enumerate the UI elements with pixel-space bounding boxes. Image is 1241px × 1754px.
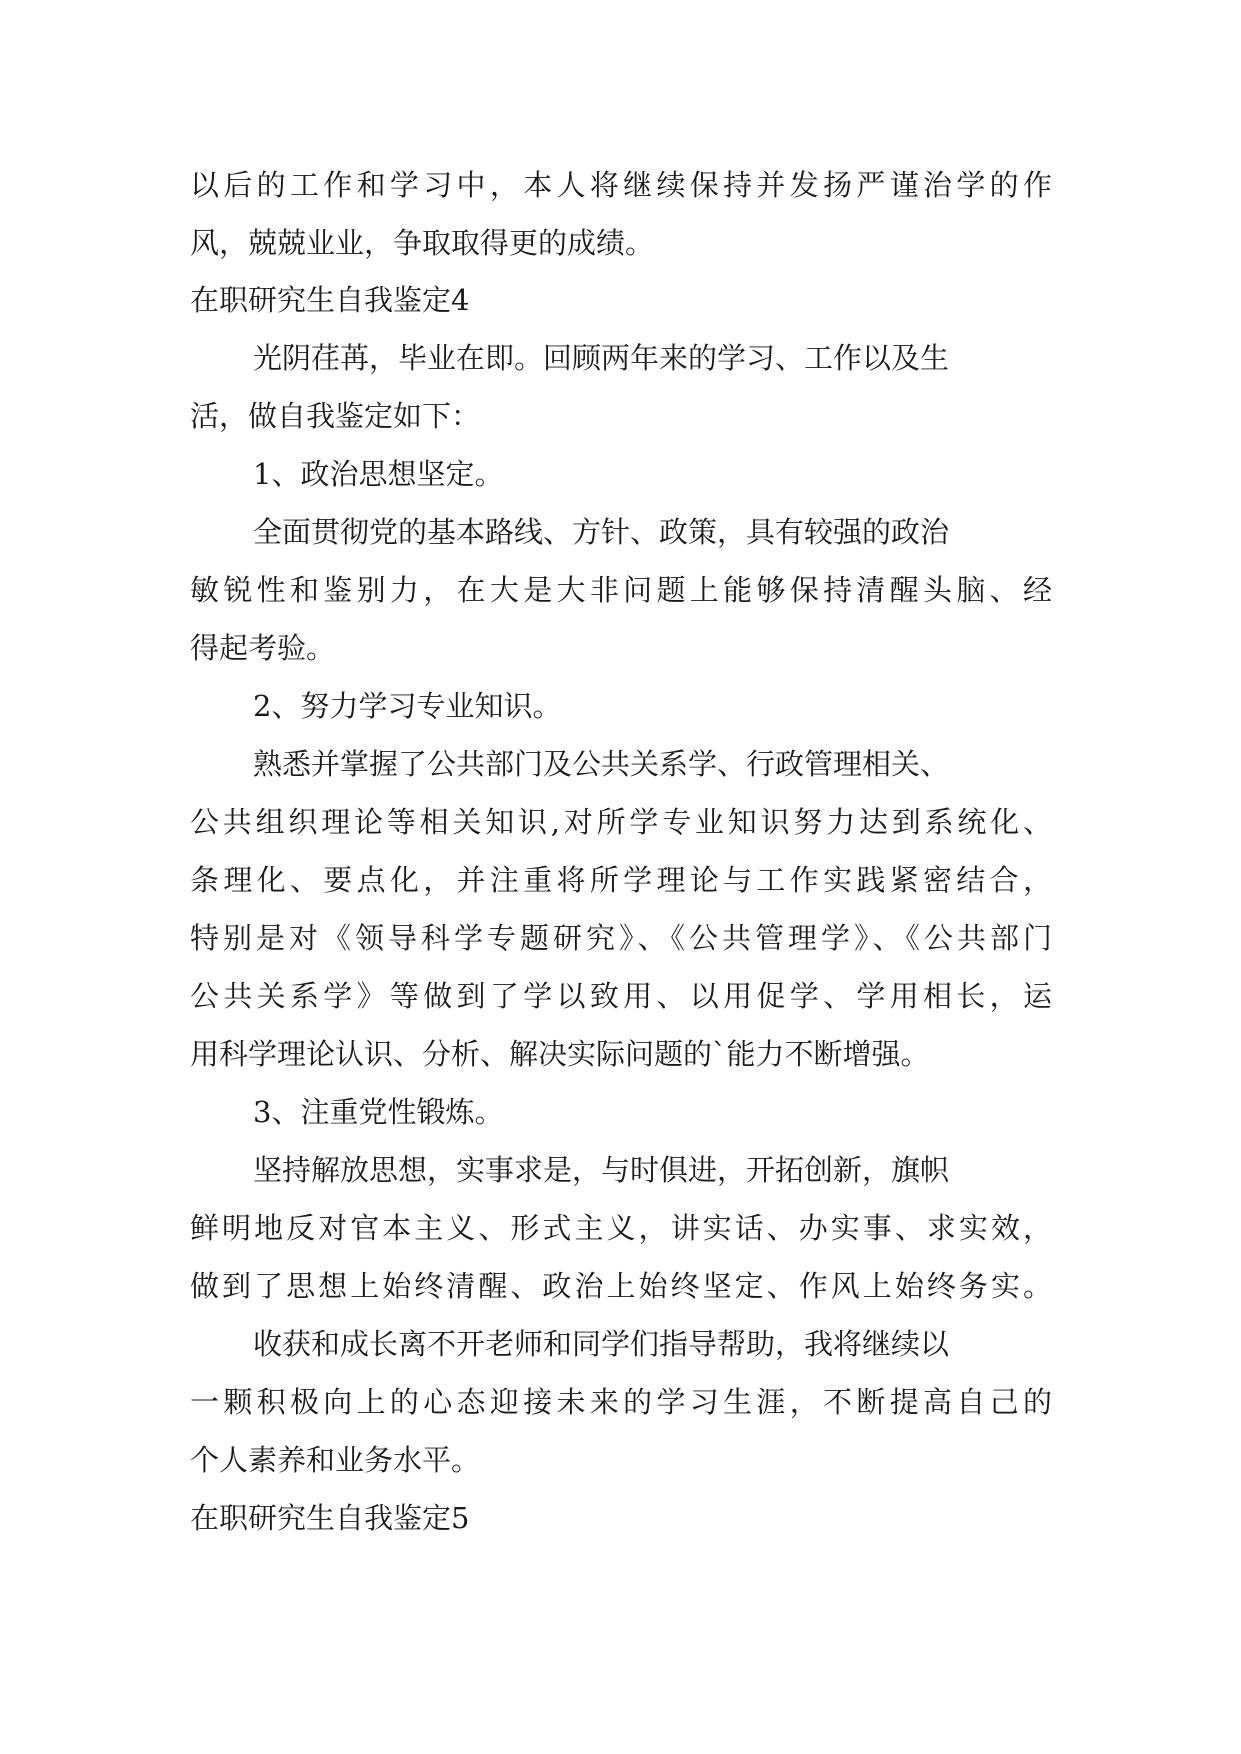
section-heading: 在职研究生自我鉴定5 bbox=[190, 1501, 470, 1535]
paragraph-line: 公共关系学》等做到了学以致用、以用促学、学用相长，运 bbox=[190, 979, 1052, 1013]
paragraph-line: 特别是对《领导科学专题研究》、《公共管理学》、《公共部门 bbox=[190, 921, 1052, 955]
paragraph-line: 收获和成长离不开老师和同学们指导帮助，我将继续以 bbox=[253, 1327, 950, 1361]
paragraph-line: 活，做自我鉴定如下： bbox=[190, 399, 481, 433]
paragraph-line: 光阴荏苒，毕业在即。回顾两年来的学习、工作以及生 bbox=[253, 341, 950, 375]
paragraph-line: 敏锐性和鉴别力，在大是大非问题上能够保持清醒头脑、经 bbox=[190, 573, 1052, 607]
paragraph-line: 全面贯彻党的基本路线、方针、政策，具有较强的政治 bbox=[253, 515, 950, 549]
paragraph-line: 公共组织理论等相关知识,对所学专业知识努力达到系统化、 bbox=[190, 805, 1052, 839]
paragraph-line: 得起考验。 bbox=[190, 631, 336, 665]
paragraph-line: 做到了思想上始终清醒、政治上始终坚定、作风上始终务实。 bbox=[190, 1269, 1052, 1303]
list-heading: 2、努力学习专业知识。 bbox=[253, 689, 562, 723]
paragraph-line: 鲜明地反对官本主义、形式主义，讲实话、办实事、求实效， bbox=[190, 1211, 1052, 1245]
paragraph-line: 风，兢兢业业，争取取得更的成绩。 bbox=[190, 226, 655, 260]
paragraph-line: 以后的工作和学习中，本人将继续保持并发扬严谨治学的作 bbox=[190, 168, 1052, 202]
list-heading: 3、注重党性锻炼。 bbox=[253, 1095, 504, 1129]
paragraph-line: 坚持解放思想，实事求是，与时俱进，开拓创新，旗帜 bbox=[253, 1153, 950, 1187]
section-heading: 在职研究生自我鉴定4 bbox=[190, 283, 470, 317]
paragraph-line: 一颗积极向上的心态迎接未来的学习生涯，不断提高自己的 bbox=[190, 1385, 1052, 1419]
list-heading: 1、政治思想坚定。 bbox=[253, 457, 504, 491]
paragraph-line: 条理化、要点化，并注重将所学理论与工作实践紧密结合， bbox=[190, 863, 1052, 897]
paragraph-line: 个人素养和业务水平。 bbox=[190, 1443, 481, 1477]
paragraph-line: 用科学理论认识、分析、解决实际问题的`能力不断增强。 bbox=[190, 1037, 930, 1071]
paragraph-line: 熟悉并掌握了公共部门及公共关系学、行政管理相关、 bbox=[253, 747, 950, 781]
